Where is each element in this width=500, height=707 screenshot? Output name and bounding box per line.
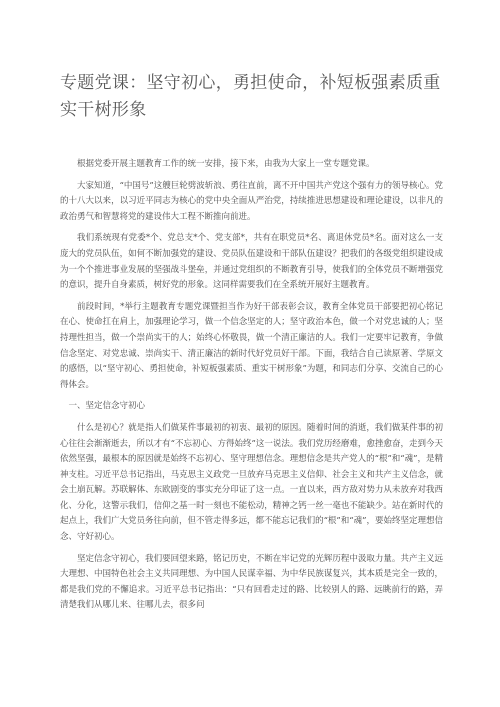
page-title: 专题党课：坚守初心，勇担使命，补短板强素质重实干树形象 [60, 73, 441, 120]
paragraph: 坚定信念守初心，我们要回望来路，铭记历史，不断在牢记党的光辉历程中汲取力量。共产主义远大理想、中国特色社会主义共同理想、为中国人民谋幸福、为中华民族谋复兴，其本质是完全一致的，都是我们党的不懈追求。习近平总书记指出：“只有回看走过的路、比较别人的路、远眺前行的路，弄清楚我们从哪儿来、往哪儿去，很多问 [60, 553, 443, 611]
paragraph: 我们系统现有党委*个、党总支*个、党支部*，共有在职党员*名、离退休党员*名。面对这么一支庞大的党员队伍，如何不断加强党的建设、党员队伍建设和干部队伍建设？把我们的各级党组织建设成为一个个推进事业发展的坚强战斗堡垒，并通过党组织的不断教育引导，使我们的全体党员不断增强党的意识，提升自身素质，树好党的形象。这同样需要我们在全系统开展好主题教育。 [60, 233, 443, 291]
document-body [60, 157, 443, 620]
paragraph: 根据党委开展主题教育工作的统一安排，接下来，由我为大家上一堂专题党课。 [77, 159, 375, 169]
section-heading: 一、坚定信念守初心 [68, 401, 146, 412]
paragraph: 前段时间，*举行主题教育专题党课暨担当作为好干部表彰会议，教育全体党员干部要把初心铭记在心、使命扛在肩上，加强理论学习，做一个信念坚定的人；坚守政治本色，做一个对党忠诚的人；坚持理性担当，做一个崇尚实干的人；始终心怀敬畏，做一个清正廉洁的人。我们一定要牢记教育，争做信念坚定、对党忠诚、崇尚实干、清正廉洁的新时代好党员好干部。下面，我结合自己读原著、学原文的感悟，以“坚守初心、勇担使命，补短板强素质、重实干树形象”为题，和同志们分享、交流自己的心得体会。 [60, 301, 443, 390]
paragraph: 什么是初心？就是指人们做某件事最初的初衷、最初的原因。随着时间的消逝，我们做某件事的初心往往会渐渐逝去，所以才有“不忘初心、方得始终”这一说法。我们党历经磨难，愈挫愈奋，走到今天依然坚强，最根本的原因就是始终不忘初心、坚守理想信念。理想信念是共产党人的“根”和“魂”，是精神支柱。习近平总书记指出，马克思主义政党一旦放弃马克思主义信仰、社会主义和共产主义信念，就会土崩瓦解。苏联解体、东欧剧变的事实充分印证了这一点。一直以来，西方敌对势力从未放弃对我西化、分化，这警示我们，信仰之基一时一刻也不能松动，精神之钙一丝一毫也不能缺少。站在新时代的起点上，我们广大党员务往向前，但不管走得多远，都不能忘记我们的“根”和“魂”，要始终坚定理想信念、守好初心。 [60, 422, 443, 543]
paragraph: 大家知道，“中国号”这艘巨轮劈波斩浪、勇往直前，离不开中国共产党这个强有力的领导核心。党的十八大以来，以习近平同志为核心的党中央全面从严治党，持续推进思想建设和理论建设，以非凡的政治勇气和智慧将党的建设伟大工程不断推向前进。 [60, 180, 443, 222]
